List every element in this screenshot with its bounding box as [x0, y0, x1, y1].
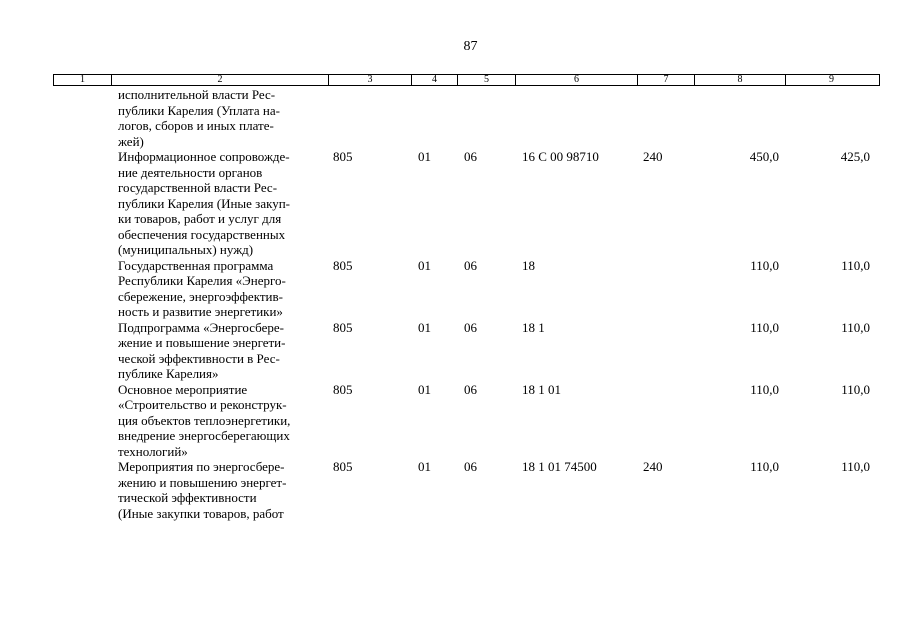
cell-c5: 06: [464, 381, 477, 397]
cell-col-1: [53, 258, 111, 320]
item-name-line: ция объектов теплоэнергетики,: [118, 412, 291, 428]
cell-c3: 805: [333, 459, 353, 474]
item-name-line: публике Карелия»: [118, 366, 219, 381]
item-name-line: (Иные закупки товаров, работ: [118, 505, 284, 521]
cell-c8: 110,0: [750, 381, 779, 397]
table-row: [53, 320, 880, 382]
header-col-9: 9: [829, 74, 834, 85]
cell-col-1: [53, 382, 111, 460]
table-row: [53, 149, 880, 258]
header-col-1: 1: [54, 75, 112, 85]
item-name-line: сбережение, энергоэффектив-: [118, 288, 283, 304]
cell-c5: 06: [464, 459, 477, 474]
item-name-line: логов, сборов и иных плате-: [118, 118, 274, 133]
cell-c8: 450,0: [749, 149, 779, 164]
cell-item-name: [111, 320, 328, 382]
cell-c6: 18 1 01: [522, 381, 561, 397]
cell-c4: 01: [418, 381, 431, 397]
cell-item-name: [111, 258, 328, 320]
item-name-line: публики Карелия (Уплата на-: [118, 102, 280, 118]
item-name-line: (муниципальных) нужд): [118, 242, 254, 257]
cell-col-1: [53, 87, 111, 149]
cell-c6: 18: [522, 257, 535, 273]
cell-c3: 805: [333, 257, 353, 273]
item-name-line: Информационное сопровожде-: [118, 149, 290, 164]
item-name-line: ки товаров, работ и услуг для: [118, 211, 282, 226]
header-col-7: 7: [638, 75, 695, 85]
item-name-line: Республики Карелия «Энерго-: [118, 273, 286, 288]
item-name-line: Мероприятия по энергосбере-: [118, 459, 285, 474]
cell-c7: 240: [643, 149, 663, 164]
item-name-line: жение и повышение энергети-: [118, 335, 286, 350]
cell-col-1: [53, 320, 111, 382]
header-col-3: 3: [329, 75, 412, 85]
cell-c6: 16 С 00 98710: [522, 149, 599, 164]
header-col-2: 2: [112, 75, 329, 85]
cell-c5: 06: [464, 257, 477, 273]
cell-c6: 18 1: [522, 319, 545, 335]
header-col-4: 4: [412, 75, 458, 85]
cell-c5: 06: [464, 149, 477, 164]
cell-c9: 425,0: [840, 149, 870, 164]
cell-c3: [328, 87, 411, 149]
header-col-5: 5: [458, 75, 516, 85]
cell-c8: [694, 87, 785, 149]
cell-c8: 110,0: [750, 257, 779, 273]
header-col-6: 6: [516, 75, 638, 85]
item-name-line: Подпрограмма «Энергосбере-: [118, 319, 284, 335]
item-name-line: технологий»: [118, 443, 188, 459]
item-name-line: публики Карелия (Иные закуп-: [118, 195, 291, 211]
cell-c5: 06: [464, 319, 477, 335]
cell-item-name: [111, 149, 328, 258]
item-name-line: государственной власти Рес-: [118, 180, 278, 195]
cell-c6: [515, 87, 637, 149]
cell-c7: [637, 87, 694, 149]
cell-col-1: [53, 459, 111, 521]
cell-c9: 110,0: [841, 381, 870, 397]
cell-c4: 01: [418, 459, 431, 474]
item-name-line: ние деятельности органов: [118, 164, 263, 180]
cell-c7: [637, 258, 694, 320]
cell-item-name: [111, 382, 328, 460]
page-number: 87: [463, 39, 478, 54]
cell-c9: 110,0: [841, 459, 870, 474]
cell-c4: 01: [418, 319, 431, 335]
item-name-line: тической эффективности: [118, 490, 257, 505]
cell-c7: [637, 320, 694, 382]
table-row: [53, 258, 880, 320]
item-name-line: внедрение энергосберегающих: [118, 428, 290, 443]
item-name-line: Основное мероприятие: [118, 381, 248, 397]
item-name-line: «Строительство и реконструк-: [118, 397, 287, 412]
cell-c4: 01: [418, 149, 431, 164]
cell-c6: 18 1 01 74500: [522, 459, 597, 474]
cell-c3: 805: [333, 149, 353, 164]
item-name-line: ческой эффективности в Рес-: [118, 350, 280, 366]
cell-c9: 110,0: [841, 257, 870, 273]
table-row: [53, 382, 880, 460]
budget-table-body: [53, 87, 880, 521]
cell-c5: [457, 87, 515, 149]
cell-c7: 240: [643, 459, 663, 474]
item-name-line: жению и повышению энергет-: [118, 474, 287, 490]
cell-col-1: [53, 149, 111, 258]
item-name-line: исполнительной власти Рес-: [118, 87, 276, 102]
cell-c4: [411, 87, 457, 149]
cell-c9: [785, 87, 876, 149]
table-row: [53, 459, 880, 521]
cell-item-name: [111, 87, 328, 149]
header-col-8: 8: [695, 75, 786, 85]
item-name-line: ность и развитие энергетики»: [118, 304, 283, 319]
cell-c8: 110,0: [750, 319, 779, 335]
cell-c7: [637, 382, 694, 460]
cell-c9: 110,0: [841, 319, 870, 335]
item-name-line: жей): [118, 133, 144, 149]
table-row: [53, 87, 880, 149]
cell-c8: 110,0: [750, 459, 779, 474]
cell-c4: 01: [418, 257, 431, 273]
cell-c3: 805: [333, 381, 353, 397]
cell-c3: 805: [333, 319, 353, 335]
item-name-line: Государственная программа: [118, 257, 274, 273]
cell-item-name: [111, 459, 328, 521]
item-name-line: обеспечения государственных: [118, 226, 286, 242]
table-header-row: [53, 74, 880, 86]
